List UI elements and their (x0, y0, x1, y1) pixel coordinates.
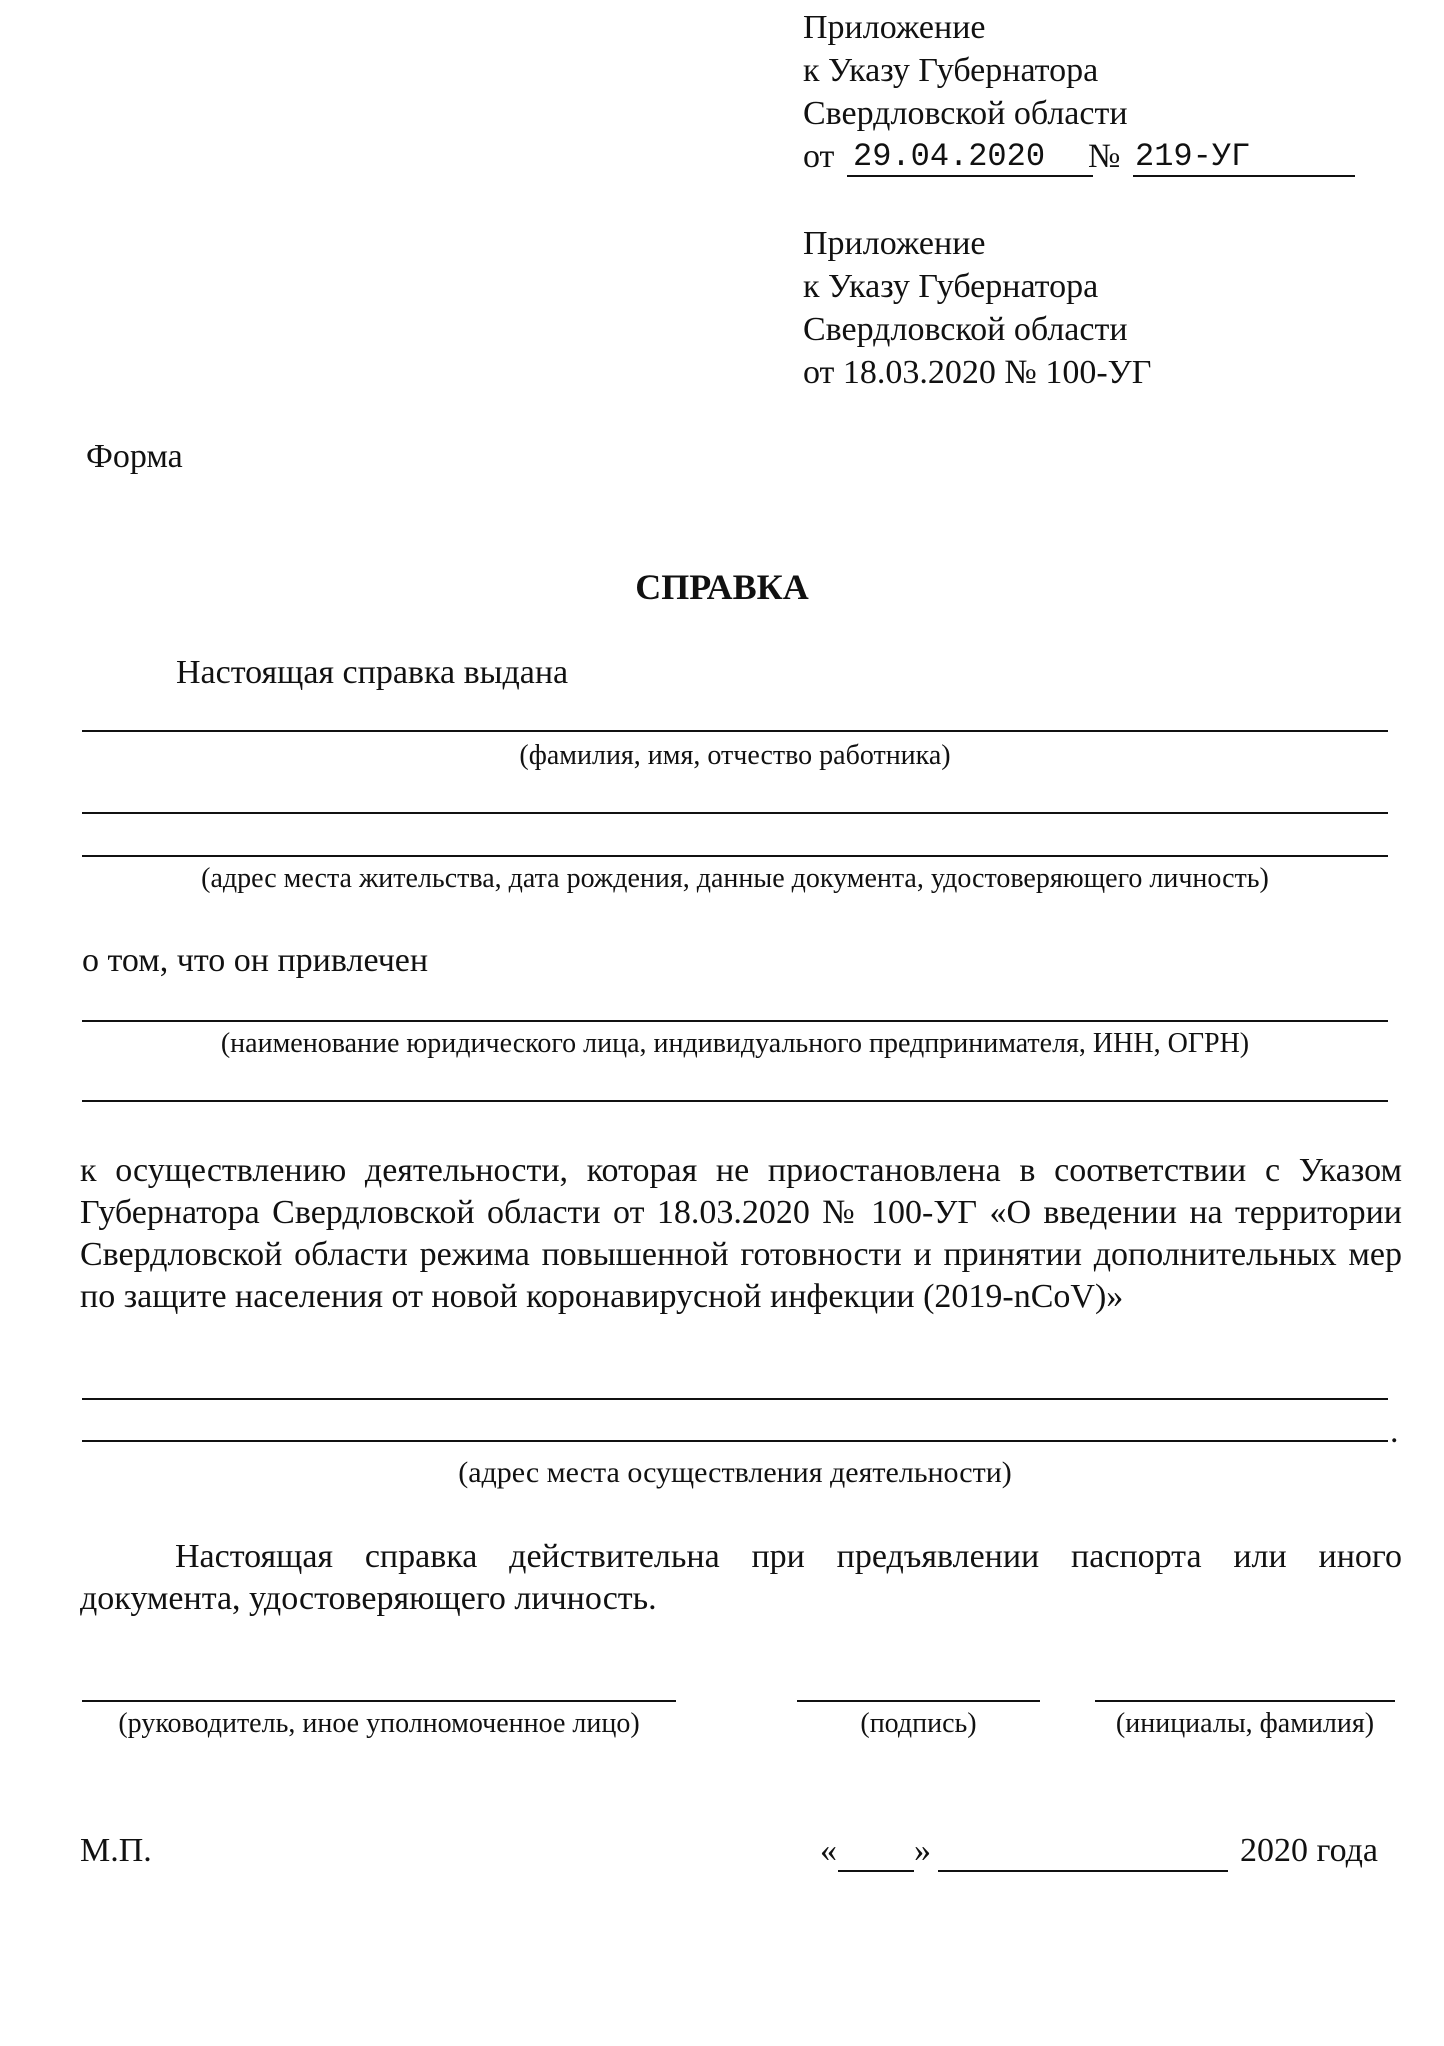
form-label: Форма (86, 438, 183, 475)
caption-employer: (наименование юридического лица, индивидуального предпринимателя, ИНН, ОГРН) (220, 1028, 1250, 1059)
employee-name-line[interactable] (82, 730, 1388, 732)
from-label: от (803, 138, 835, 175)
caption-name: (фамилия, имя, отчество работника) (519, 740, 951, 771)
activity-address-line-1[interactable] (82, 1398, 1388, 1400)
trailing-dot: . (1390, 1413, 1399, 1450)
employer-line-2[interactable] (82, 1100, 1388, 1102)
decree-date: 29.04.2020 (853, 138, 1046, 175)
head-signature-line[interactable] (82, 1700, 676, 1702)
day-line[interactable] (838, 1870, 914, 1872)
annex-decree: к Указу Губернатора (803, 268, 1099, 305)
annex-region: Свердловской области (803, 311, 1128, 348)
issued-to-text: Настоящая справка выдана (176, 654, 569, 691)
caption-address: (адрес места жительства, дата рождения, данные документа, удостоверяющего личность) (201, 863, 1269, 894)
annex-title: Приложение (803, 225, 986, 262)
caption-head: (руководитель, иное уполномоченное лицо) (118, 1708, 640, 1739)
annex-header-original (803, 222, 1151, 394)
annex-decree: к Указу Губернатора (803, 52, 1099, 89)
validity-paragraph: Настоящая справка действительна при предъявлении паспорта или иного документа, удостоверяющего личность. (80, 1538, 1402, 1617)
annex-region: Свердловской области (803, 95, 1128, 132)
caption-initials: (инициалы, фамилия) (1115, 1708, 1375, 1739)
caption-activity-address: (адрес места осуществления деятельности) (458, 1456, 1012, 1489)
involved-text: о том, что он привлечен (82, 942, 429, 979)
annex-date-row (803, 135, 1251, 178)
caption-signature: (подпись) (860, 1708, 977, 1739)
activity-paragraph: к осуществлению деятельности, которая не приостановлена в соответствии с Указом Губернатора Свердловской области от 18.03.2020 № 100-УГ «О введении на территории Свердловской области режима повышенной готовности и принятии дополнительных мер по защите населения от новой коронавирусной инфекции (2019-nCoV)» (80, 1152, 1402, 1315)
initials-line[interactable] (1095, 1700, 1395, 1702)
activity-address-line-2[interactable] (82, 1440, 1388, 1442)
stamp-label: М.П. (80, 1832, 152, 1869)
annex-title: Приложение (803, 9, 986, 46)
employee-address-line-2[interactable] (82, 855, 1388, 857)
employer-line-1[interactable] (82, 1020, 1388, 1022)
annex-header-current (803, 6, 1251, 178)
document-title: СПРАВКА (635, 567, 809, 607)
year-label: 2020 года (1240, 1832, 1379, 1869)
number-label: № (1088, 138, 1121, 175)
annex-date: от 18.03.2020 № 100-УГ (803, 354, 1152, 391)
employee-address-line-1[interactable] (82, 812, 1388, 814)
decree-number: 219-УГ (1135, 138, 1251, 175)
signature-line[interactable] (797, 1700, 1040, 1702)
close-quote: » (914, 1832, 931, 1869)
month-line[interactable] (938, 1870, 1228, 1872)
open-quote: « (820, 1832, 837, 1869)
